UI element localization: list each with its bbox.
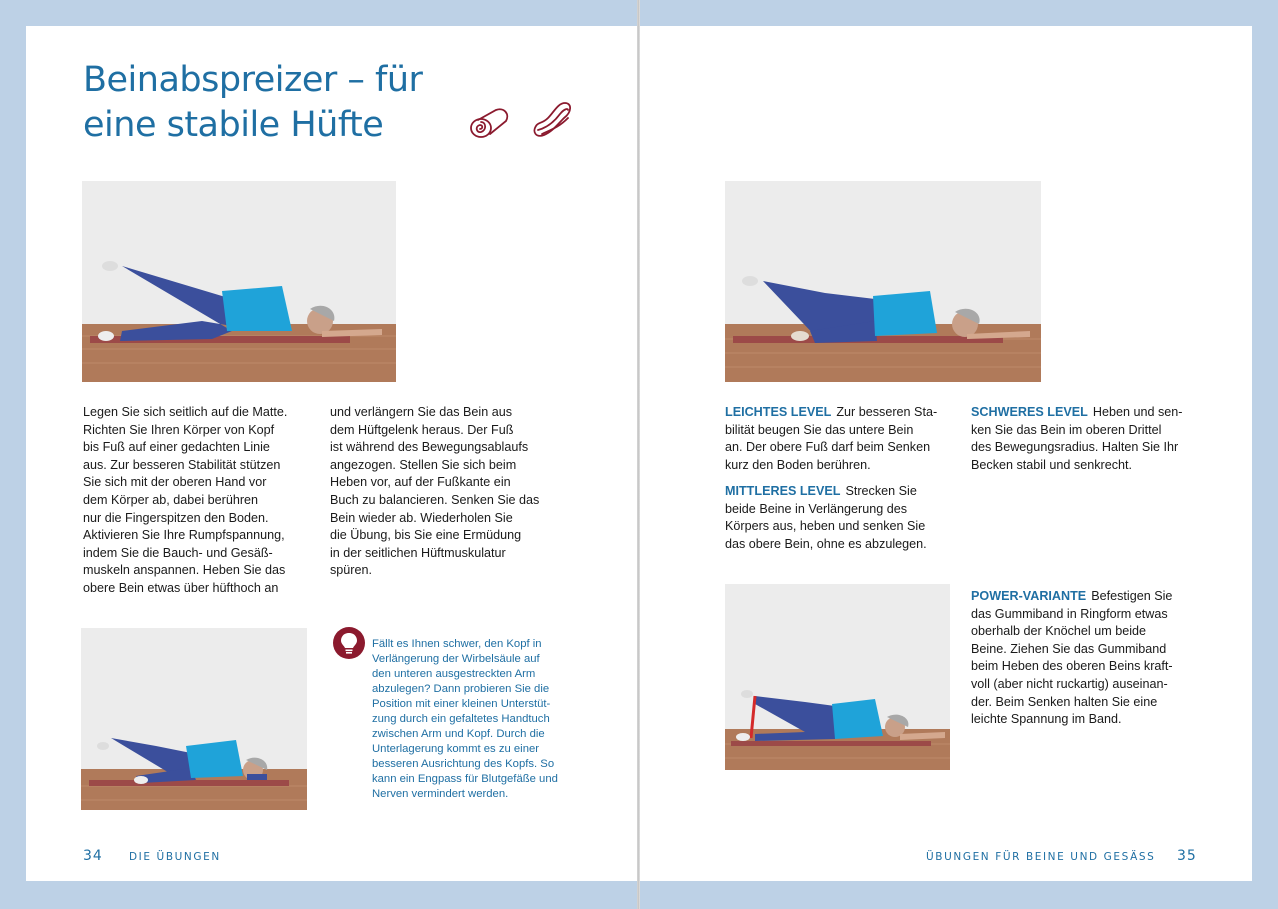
book-gutter [637,0,640,909]
text-line: Körpers aus, heben und senken Sie [725,519,926,534]
tip-line: den unteren ausgestreckten Arm [372,668,536,680]
page-number-left: 34 [83,848,103,864]
towel-roll-icon [468,106,510,140]
text-line: Heben und sen- [1092,405,1183,419]
page-title [83,58,463,148]
text-line: des Bewegungsradius. Halten Sie Ihr [971,440,1179,455]
tip-line: zung durch ein gefaltetes Handtuch [372,713,550,725]
tip-line: zwischen Arm und Kopf. Durch die [372,728,545,740]
instructions-column-2 [330,404,565,580]
text-line: Becken stabil und senkrecht. [971,457,1133,472]
text-line: Legen Sie sich seitlich auf die Matte. [83,405,288,419]
level-medium [725,483,960,553]
text-line: bilität beugen Sie das untere Bein [725,422,914,437]
text-line: nur die Fingerspitzen den Boden. [83,510,269,525]
text-line: Zur besseren Sta- [836,405,938,419]
text-line: Strecken Sie [845,484,917,498]
text-line: Buch zu balancieren. Senken Sie das [330,492,540,507]
tip-line: Nerven vermindert werden. [372,788,509,800]
text-line: muskeln anspannen. Heben Sie das [83,563,286,578]
text-line: und verlängern Sie das Bein aus [330,405,513,419]
text-line: beide Beine in Verlängerung des [725,501,908,516]
lightbulb-icon [333,627,365,659]
resistance-band-icon [530,100,574,140]
text-line: bis Fuß auf einer gedachten Linie [83,440,270,455]
text-line: aus. Zur besseren Stabilität stützen [83,457,281,472]
text-line: das obere Bein, ohne es abzulegen. [725,536,927,551]
tip-line: Unterlagerung kommt es zu einer [372,743,540,755]
tip-line: besseren Ausrichtung des Kopfs. So [372,758,555,770]
title-line-2: eine stabile Hüfte [83,105,384,145]
instructions-column-1 [83,404,318,598]
text-line: die Übung, bis Sie eine Ermüdung [330,528,522,543]
exercise-photo-main [82,181,396,382]
text-line: Beine. Ziehen Sie das Gummiband [971,641,1167,656]
text-line: angezogen. Stellen Sie sich beim [330,457,517,472]
tip-line: Verlängerung der Wirbelsäule auf [372,653,540,665]
power-variant [971,588,1211,729]
level-hard [971,404,1206,474]
text-line: oberhalb der Knöchel um beide [971,624,1147,639]
text-line: dem Körper ab, dabei berühren [83,492,259,507]
text-line: das Gummiband in Ringform etwas [971,606,1168,621]
text-line: beim Heben des oberen Beins kraft- [971,659,1173,674]
text-line: Heben vor, auf der Fußkante ein [330,475,511,490]
tip-text [372,637,582,802]
text-line: voll (aber nicht ruckartig) auseinan- [971,676,1168,691]
exercise-photo-power-variant [725,584,950,770]
text-line: Aktivieren Sie Ihre Rumpfspannung, [83,528,285,543]
text-line: Bein wieder ab. Wiederholen Sie [330,510,513,525]
text-line: Richten Sie Ihren Körper von Kopf [83,422,275,437]
page-number-right: 35 [1177,848,1197,864]
text-line: spüren. [330,563,373,578]
text-line: ist während des Bewegungsablaufs [330,440,529,455]
exercise-photo-towel [81,628,307,810]
text-line: in der seitlichen Hüftmuskulatur [330,545,506,560]
text-line: Sie sich mit der oberen Hand vor [83,475,267,490]
level-label: MITTLERES LEVEL [725,484,841,498]
text-line: leichte Spannung im Band. [971,712,1122,727]
text-line: indem Sie die Bauch- und Gesäß- [83,545,273,560]
text-line: Befestigen Sie [1091,589,1173,603]
text-line: dem Hüftgelenk heraus. Der Fuß [330,422,514,437]
text-line: kurz den Boden berühren. [725,457,871,472]
running-head-left: DIE ÜBUNGEN [129,851,221,863]
tip-line: Position mit einer kleinen Unterstüt- [372,698,551,710]
title-line-1: Beinabspreizer – für [83,60,423,100]
text-line: an. Der obere Fuß darf beim Senken [725,440,931,455]
level-easy [725,404,960,474]
text-line: obere Bein etwas über hüfthoch an [83,580,279,595]
tip-line: abzulegen? Dann probieren Sie die [372,683,550,695]
running-head-right: ÜBUNGEN FÜR BEINE UND GESÄSS [926,851,1156,863]
tip-line: Fällt es Ihnen schwer, den Kopf in [372,638,542,650]
level-label: POWER-VARIANTE [971,589,1087,603]
level-label: SCHWERES LEVEL [971,405,1088,419]
text-line: der. Beim Senken halten Sie eine [971,694,1158,709]
tip-line: kann ein Engpass für Blutgefäße und [372,773,558,785]
text-line: ken Sie das Bein im oberen Drittel [971,422,1162,437]
exercise-photo-easy-level [725,181,1041,382]
level-label: LEICHTES LEVEL [725,405,832,419]
